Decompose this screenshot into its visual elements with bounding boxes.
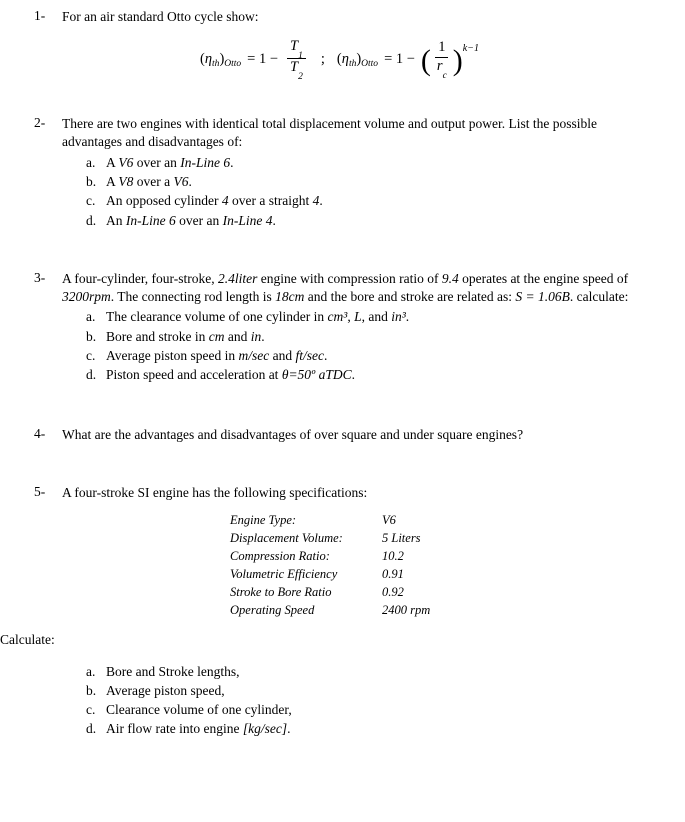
problem-3-stem: A four-cylinder, four-stroke, 2.4liter engine with compression ratio of 9.4 operates at the engine speed of 3200rpm. The connecting rod length is 18cm and the bore and stroke are related as: S = 1.06B. calculate: [62,270,629,304]
rc-denominator: r [436,57,443,74]
t1-subscript: 1 [298,50,303,61]
equals-one-minus-left: = 1 − [247,51,279,68]
sub-label: a. [86,663,96,679]
sub-label: c. [86,193,96,209]
otto-efficiency-equation: ( η th ) Otto = 1 − $\frac{T_1}{T_2}$ ; ( η th ) Otto = 1 − ( $\frac{1}{r_c}$ ) k−1 [200,37,479,83]
table-row [230,530,430,548]
problem-3-number: 3- [34,269,46,285]
fraction-one-over-rc [434,39,450,81]
list-item [86,719,645,738]
problem-1 [34,8,645,83]
otto-label-left: Otto [224,58,242,69]
sub-text: A V6 over an In-Line 6. [106,155,234,171]
exponent-k-minus-1: k−1 [462,43,479,55]
spec-value: 0.91 [382,566,404,581]
sub-text: Average piston speed in m/sec and ft/sec. [106,347,328,363]
sub-label: c. [86,347,96,363]
sub-label: a. [86,309,96,325]
sub-label: d. [86,366,97,382]
list-item [86,662,645,681]
list-item [86,153,645,172]
problem-3 [34,270,645,384]
sub-label: a. [86,155,96,171]
eta-subscript-th-left: th [212,58,220,69]
sub-text: An In-Line 6 over an In-Line 4. [106,212,276,228]
sub-text: Clearance volume of one cylinder, [106,701,292,717]
problem-2-sublist [34,153,645,230]
sub-text: Bore and stroke in cm and in. [106,328,265,344]
problem-5 [0,483,645,738]
equals-one-minus-right: = 1 − [384,51,415,68]
sub-text: The clearance volume of one cylinder in cm³, L, and in³. [106,309,410,325]
problem-1-number: 1- [34,8,46,23]
problem-5-stem: A four-stroke SI engine has the following specifications: [62,484,368,500]
problem-3-sublist [34,307,645,384]
list-item [86,172,645,191]
spec-value: 0.92 [382,584,404,599]
problem-5-sublist [34,662,645,739]
sub-label: b. [86,174,97,190]
problem-4-number: 4- [34,425,46,441]
sub-label: b. [86,328,97,344]
eta-symbol-left: η [204,51,213,68]
problem-2-stem: There are two engines with identical total displacement volume and output power. List the possible advantages and disadvantages of: [62,116,597,150]
spec-value: 5 Liters [382,530,421,545]
eta-subscript-th-right: th [348,58,357,69]
list-item [86,681,645,700]
spec-value: V6 [382,512,396,527]
document-page [0,8,685,822]
right-paren-big: ) [452,43,463,77]
t2-subscript: 2 [298,72,303,83]
list-item [86,327,645,346]
table-row [230,602,430,620]
calculate-label: Calculate: [0,631,55,647]
table-row [230,566,430,584]
problem-4 [34,426,645,444]
sub-text: Air flow rate into engine [kg/sec]. [106,721,291,737]
rc-subscript: c [442,70,447,81]
problem-4-stem: What are the advantages and disadvantages of over square and under square engines? [62,426,524,442]
problem-5-number: 5- [34,483,46,499]
spec-label: Volumetric Efficiency [230,566,338,581]
sub-label: d. [86,721,97,737]
sub-text: An opposed cylinder 4 over a straight 4. [106,193,323,209]
equation-separator: ; [320,51,325,68]
problem-2-number: 2- [34,115,46,131]
problem-1-stem: For an air standard Otto cycle show: [62,9,259,24]
one-numerator: 1 [435,40,448,58]
sub-label: c. [86,701,96,717]
sub-label: d. [86,212,97,228]
spec-label: Operating Speed [230,602,315,617]
otto-label-right: Otto [361,58,379,69]
list-item [86,191,645,210]
t1-numerator: T [290,37,299,54]
sub-text: Bore and Stroke lengths, [106,663,240,679]
list-item [86,307,645,326]
spec-label: Stroke to Bore Ratio [230,584,332,599]
spec-value: 2400 rpm [382,602,431,617]
spec-label: Compression Ratio: [230,548,330,563]
table-row [230,548,430,566]
sub-label: b. [86,682,97,698]
sub-text: A V8 over a V6. [106,174,192,190]
sub-text: Piston speed and acceleration at θ=50º aTDC. [106,366,356,382]
list-item [86,346,645,365]
list-item [86,700,645,719]
eta-symbol-right: η [341,51,349,68]
spec-label: Engine Type: [230,512,297,527]
compression-ratio-term [420,39,479,81]
list-item [86,211,645,230]
table-row [230,584,430,602]
t2-denominator: T [290,59,299,76]
problem-2 [34,115,645,229]
fraction-t1-t2 [287,37,306,83]
list-item [86,365,645,384]
table-row [230,512,430,530]
sub-text: Average piston speed, [106,682,225,698]
left-paren-big: ( [420,43,431,77]
spec-label: Displacement Volume: [230,530,343,545]
spec-value: 10.2 [382,548,404,563]
engine-specifications-table [230,512,430,620]
